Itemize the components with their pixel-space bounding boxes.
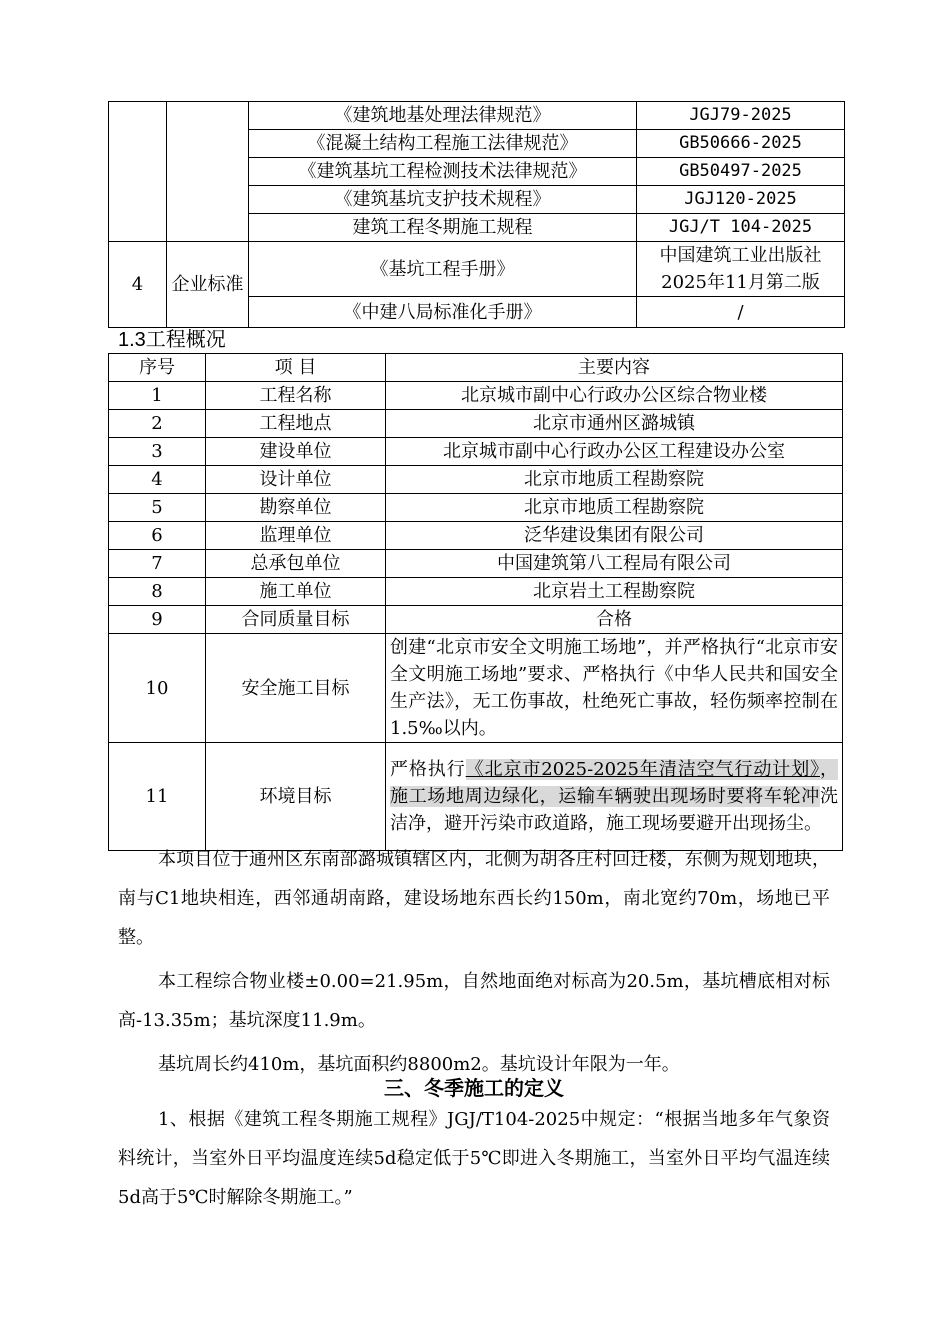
standard-name: 《混凝土结构工程施工法律规范》: [249, 130, 637, 158]
row-content: 北京市地质工程勘察院: [386, 466, 843, 494]
row-no: 11: [109, 743, 206, 851]
row-item: 勘察单位: [206, 494, 386, 522]
row-content: 北京市地质工程勘察院: [386, 494, 843, 522]
standard-name: 《建筑基坑工程检测技术法律规范》: [249, 158, 637, 186]
paragraph-location: 本项目位于通州区东南部潞城镇辖区内，北侧为胡各庄村回迁楼，东侧为规划地块，南与C1地块相连，西邻通胡南路，建设场地东西长约150m，南北宽约70m，场地已平整。: [118, 849, 830, 948]
section-heading-winter: 三、冬季施工的定义: [384, 1076, 564, 1100]
row-no: 6: [109, 522, 206, 550]
row-no: 10: [109, 634, 206, 743]
header-item: 项 目: [206, 354, 386, 382]
overview-table: [108, 353, 843, 851]
row-content: 北京城市副中心行政办公区综合物业楼: [386, 382, 843, 410]
row-no: 2: [109, 410, 206, 438]
env-text-a: 严格执行: [390, 759, 466, 780]
row-item: 安全施工目标: [206, 634, 386, 743]
row-item: 监理单位: [206, 522, 386, 550]
section-title: 1.3工程概况: [118, 329, 226, 351]
row-no: 9: [109, 606, 206, 634]
row-item: 建设单位: [206, 438, 386, 466]
paragraph-elevation: 本工程综合物业楼±0.00=21.95m，自然地面绝对标高为20.5m，基坑槽底相对标高-13.35m；基坑深度11.9m。: [118, 971, 830, 1031]
row-item: 设计单位: [206, 466, 386, 494]
row-content: 北京市通州区潞城镇: [386, 410, 843, 438]
header-content: 主要内容: [386, 354, 843, 382]
row-no: 5: [109, 494, 206, 522]
env-text-plan-link: 《北京市2025-2025年清洁空气行动计划》: [465, 759, 821, 780]
env-text-d: 洗洁净，避开污染市政道路，施工现场要避开出现扬尘。: [390, 786, 838, 834]
row-no: 4: [109, 466, 206, 494]
standard-code: JGJ79-2025: [637, 102, 845, 130]
standard-code: JGJ120-2025: [637, 186, 845, 214]
environment-goal-content: [386, 743, 843, 851]
standard-name: 《建筑地基处理法律规范》: [249, 102, 637, 130]
standard-name: 《中建八局标准化手册》: [249, 297, 637, 328]
standard-code: 中国建筑工业出版社2025年11月第二版: [637, 242, 845, 297]
definition-block: [118, 1100, 830, 1217]
env-text-c: ，施工场地周边绿化，运输车辆驶出现场时要将车轮冲: [390, 759, 839, 807]
safety-goal-content: 创建“北京市安全文明施工场地”，并严格执行“北京市安全文明施工场地”要求、严格执行《中华人民共和国安全生产法》，无工伤事故，杜绝死亡事故，轻伤频率控制在1.5‰以内。: [386, 634, 843, 743]
row-item: 工程名称: [206, 382, 386, 410]
standard-name: 《建筑基坑支护技术规程》: [249, 186, 637, 214]
standard-code: GB50666-2025: [637, 130, 845, 158]
row-content: 合格: [386, 606, 843, 634]
row-no: 8: [109, 578, 206, 606]
row-item: 总承包单位: [206, 550, 386, 578]
row-item: 环境目标: [206, 743, 386, 851]
standard-code: GB50497-2025: [637, 158, 845, 186]
row-content: 泛华建设集团有限公司: [386, 522, 843, 550]
row-content: 中国建筑第八工程局有限公司: [386, 550, 843, 578]
standard-code: JGJ/T 104-2025: [637, 214, 845, 242]
row-content: 北京岩土工程勘察院: [386, 578, 843, 606]
row-no: 7: [109, 550, 206, 578]
paragraph-perimeter: 基坑周长约410m，基坑面积约8800m2。基坑设计年限为一年。: [158, 1054, 680, 1075]
overview-paragraphs: [118, 840, 830, 1084]
header-no: 序号: [109, 354, 206, 382]
standard-name: 建筑工程冬期施工规程: [249, 214, 637, 242]
index-cell: [109, 102, 167, 242]
category-cell: 企业标准: [167, 242, 249, 328]
row-item: 施工单位: [206, 578, 386, 606]
row-item: 合同质量目标: [206, 606, 386, 634]
row-item: 工程地点: [206, 410, 386, 438]
row-content: 北京城市副中心行政办公区工程建设办公室: [386, 438, 843, 466]
row-no: 3: [109, 438, 206, 466]
standard-code: /: [637, 297, 845, 328]
standard-name: 《基坑工程手册》: [249, 242, 637, 297]
row-no: 1: [109, 382, 206, 410]
index-cell: 4: [109, 242, 167, 328]
paragraph-definition: 1、根据《建筑工程冬期施工规程》JGJ/T104-2025中规定：“根据当地多年气象资料统计，当室外日平均温度连续5d稳定低于5℃即进入冬期施工，当室外日平均气温连续5d高于5℃时解除冬期施工。”: [118, 1109, 830, 1208]
category-cell: [167, 102, 249, 242]
standards-table: [108, 101, 845, 328]
